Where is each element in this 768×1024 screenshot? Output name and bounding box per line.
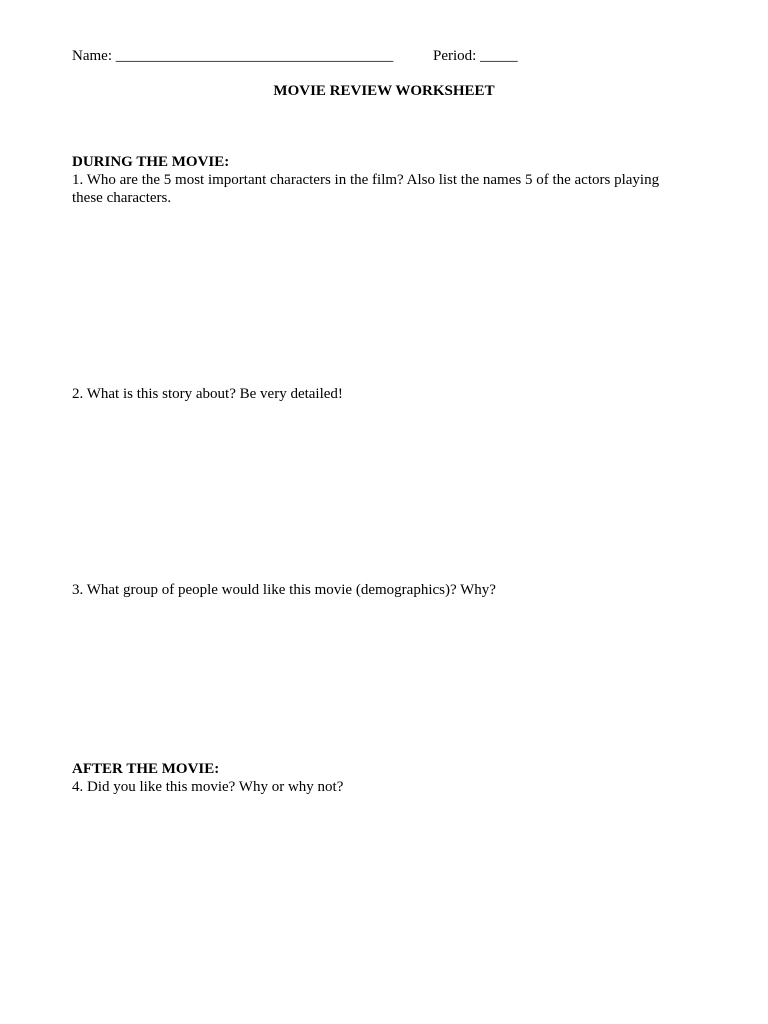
period-field-label: Period: _____ — [433, 48, 518, 64]
during-movie-heading: DURING THE MOVIE: — [72, 154, 230, 170]
name-field-label: Name: _____________________________________ — [72, 48, 394, 64]
after-movie-heading: AFTER THE MOVIE: — [72, 761, 220, 777]
question-2: 2. What is this story about? Be very detailed! — [72, 386, 343, 402]
question-3: 3. What group of people would like this movie (demographics)? Why? — [72, 582, 496, 598]
question-4: 4. Did you like this movie? Why or why not? — [72, 779, 344, 795]
worksheet-title: MOVIE REVIEW WORKSHEET — [273, 83, 495, 99]
question-1: 1. Who are the 5 most important characters in the film? Also list the names 5 of the actors playing these characters. — [72, 172, 660, 206]
